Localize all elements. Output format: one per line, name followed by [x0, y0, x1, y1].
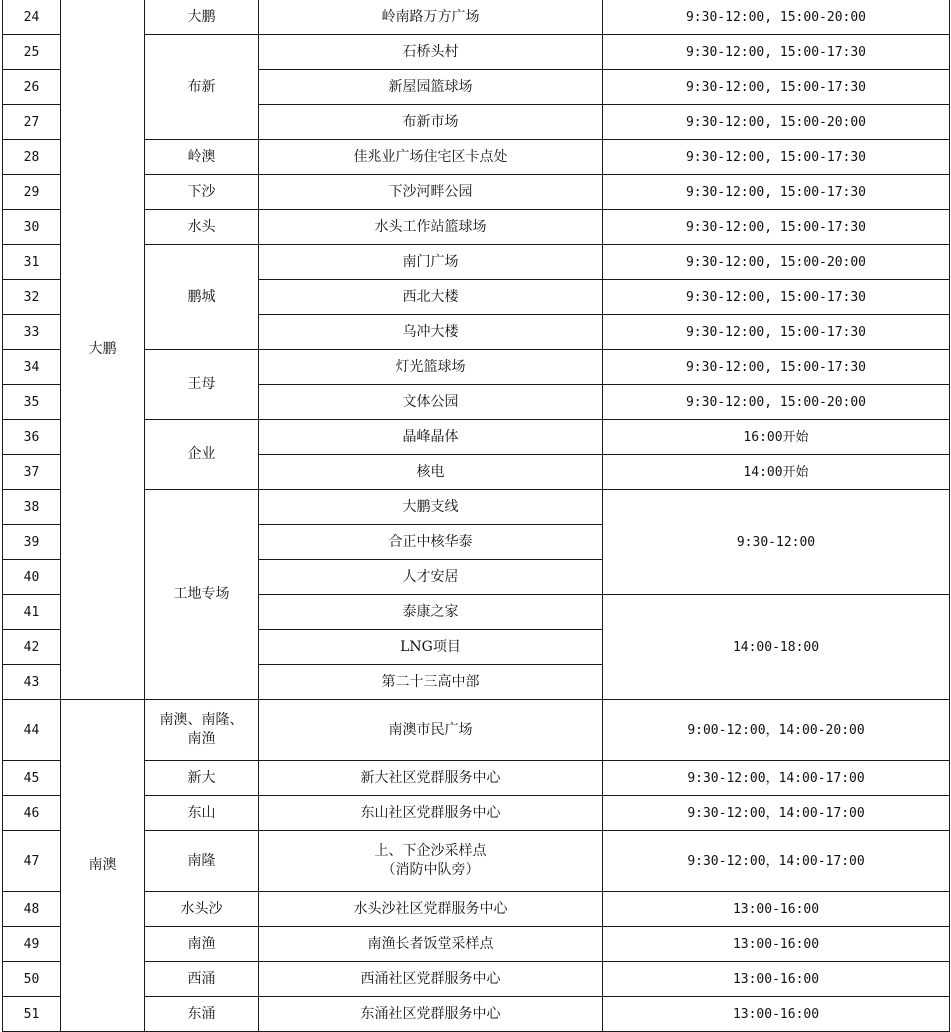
community-line: 南渔 [187, 731, 216, 747]
table-row [3, 927, 950, 962]
table-row [3, 761, 950, 796]
community-cell: 南渔 [145, 927, 259, 962]
row-number: 33 [3, 315, 61, 350]
time-cell: 9:30-12:00, 15:00-17:30 [603, 140, 950, 175]
site-cell: 西涌社区党群服务中心 [259, 962, 603, 997]
row-number: 27 [3, 105, 61, 140]
time-cell: 9:30-12:00 [603, 490, 950, 595]
row-number: 26 [3, 70, 61, 105]
table-row [3, 796, 950, 831]
time-cell: 13:00-16:00 [603, 962, 950, 997]
row-number: 40 [3, 560, 61, 595]
time-cell: 9:30-12:00, 15:00-17:30 [603, 70, 950, 105]
site-cell: 人才安居 [259, 560, 603, 595]
community-cell: 企业 [145, 420, 259, 490]
row-number: 37 [3, 455, 61, 490]
time-cell: 13:00-16:00 [603, 927, 950, 962]
time-cell: 13:00-16:00 [603, 997, 950, 1032]
table-row [3, 962, 950, 997]
site-cell: 下沙河畔公园 [259, 175, 603, 210]
table-row [3, 831, 950, 892]
time-cell: 9:30-12:00, 15:00-17:30 [603, 35, 950, 70]
area-cell: 大鹏 [61, 0, 145, 700]
time-cell: 9:30-12:00, 15:00-20:00 [603, 0, 950, 35]
community-cell: 水头 [145, 210, 259, 245]
community-cell: 水头沙 [145, 892, 259, 927]
row-number: 46 [3, 796, 61, 831]
site-cell: 东山社区党群服务中心 [259, 796, 603, 831]
community-cell: 大鹏 [145, 0, 259, 35]
time-cell: 9:30-12:00, 15:00-17:30 [603, 175, 950, 210]
row-number: 34 [3, 350, 61, 385]
community-cell [145, 700, 259, 761]
time-cell: 9:30-12:00，14:00-17:00 [603, 761, 950, 796]
row-number: 43 [3, 665, 61, 700]
site-line: 上、下企沙采样点 [374, 843, 487, 859]
site-cell: 南门广场 [259, 245, 603, 280]
site-cell: 合正中核华泰 [259, 525, 603, 560]
site-cell: 岭南路万方广场 [259, 0, 603, 35]
time-cell: 9:30-12:00, 15:00-17:30 [603, 280, 950, 315]
site-cell: 水头沙社区党群服务中心 [259, 892, 603, 927]
site-cell [259, 831, 603, 892]
community-cell: 东涌 [145, 997, 259, 1032]
time-cell: 16:00开始 [603, 420, 950, 455]
site-cell: 南渔长者饭堂采样点 [259, 927, 603, 962]
time-cell: 14:00-18:00 [603, 595, 950, 700]
time-cell: 9:30-12:00, 15:00-20:00 [603, 105, 950, 140]
row-number: 32 [3, 280, 61, 315]
row-number: 28 [3, 140, 61, 175]
time-cell: 13:00-16:00 [603, 892, 950, 927]
time-cell: 9:00-12:00，14:00-20:00 [603, 700, 950, 761]
row-number: 42 [3, 630, 61, 665]
area-cell: 南澳 [61, 700, 145, 1032]
row-number: 29 [3, 175, 61, 210]
table-row [3, 210, 950, 245]
community-cell: 布新 [145, 35, 259, 140]
row-number: 35 [3, 385, 61, 420]
row-number: 50 [3, 962, 61, 997]
site-cell: 大鹏支线 [259, 490, 603, 525]
community-line: 南澳、南隆、 [159, 712, 244, 728]
table-row [3, 997, 950, 1032]
row-number: 25 [3, 35, 61, 70]
site-cell: 佳兆业广场住宅区卡点处 [259, 140, 603, 175]
row-number: 45 [3, 761, 61, 796]
site-cell: 第二十三高中部 [259, 665, 603, 700]
table-row [3, 175, 950, 210]
table-row [3, 0, 950, 35]
site-cell: 乌冲大楼 [259, 315, 603, 350]
table-row [3, 700, 950, 761]
site-cell: 水头工作站篮球场 [259, 210, 603, 245]
community-cell: 工地专场 [145, 490, 259, 700]
row-number: 51 [3, 997, 61, 1032]
community-cell: 西涌 [145, 962, 259, 997]
site-cell: 南澳市民广场 [259, 700, 603, 761]
site-cell: 晶峰晶体 [259, 420, 603, 455]
row-number: 49 [3, 927, 61, 962]
site-line: （消防中队旁） [381, 862, 480, 878]
row-number: 47 [3, 831, 61, 892]
time-cell: 14:00开始 [603, 455, 950, 490]
table-row [3, 490, 950, 525]
community-cell: 东山 [145, 796, 259, 831]
row-number: 44 [3, 700, 61, 761]
community-cell: 南隆 [145, 831, 259, 892]
time-cell: 9:30-12:00, 15:00-20:00 [603, 385, 950, 420]
site-cell: 石桥头村 [259, 35, 603, 70]
site-cell: 东涌社区党群服务中心 [259, 997, 603, 1032]
site-cell: 文体公园 [259, 385, 603, 420]
table-row [3, 245, 950, 280]
row-number: 48 [3, 892, 61, 927]
row-number: 30 [3, 210, 61, 245]
site-cell: 新大社区党群服务中心 [259, 761, 603, 796]
table-row [3, 35, 950, 70]
row-number: 39 [3, 525, 61, 560]
time-cell: 9:30-12:00, 15:00-17:30 [603, 315, 950, 350]
community-cell: 新大 [145, 761, 259, 796]
site-cell: 西北大楼 [259, 280, 603, 315]
site-cell: 新屋园篮球场 [259, 70, 603, 105]
site-cell: 布新市场 [259, 105, 603, 140]
row-number: 31 [3, 245, 61, 280]
time-cell: 9:30-12:00, 15:00-17:30 [603, 210, 950, 245]
site-cell: 泰康之家 [259, 595, 603, 630]
table-row [3, 350, 950, 385]
time-cell: 9:30-12:00，14:00-17:00 [603, 831, 950, 892]
community-cell: 鹏城 [145, 245, 259, 350]
community-cell: 岭澳 [145, 140, 259, 175]
table-row [3, 892, 950, 927]
testing-sites-table [2, 0, 950, 1032]
row-number: 36 [3, 420, 61, 455]
community-cell: 下沙 [145, 175, 259, 210]
community-cell: 王母 [145, 350, 259, 420]
row-number: 38 [3, 490, 61, 525]
time-cell: 9:30-12:00, 15:00-17:30 [603, 350, 950, 385]
row-number: 41 [3, 595, 61, 630]
time-cell: 9:30-12:00，14:00-17:00 [603, 796, 950, 831]
table-row [3, 420, 950, 455]
site-cell: 核电 [259, 455, 603, 490]
table-row [3, 140, 950, 175]
site-cell: 灯光篮球场 [259, 350, 603, 385]
time-cell: 9:30-12:00, 15:00-20:00 [603, 245, 950, 280]
row-number: 24 [3, 0, 61, 35]
site-cell: LNG项目 [259, 630, 603, 665]
